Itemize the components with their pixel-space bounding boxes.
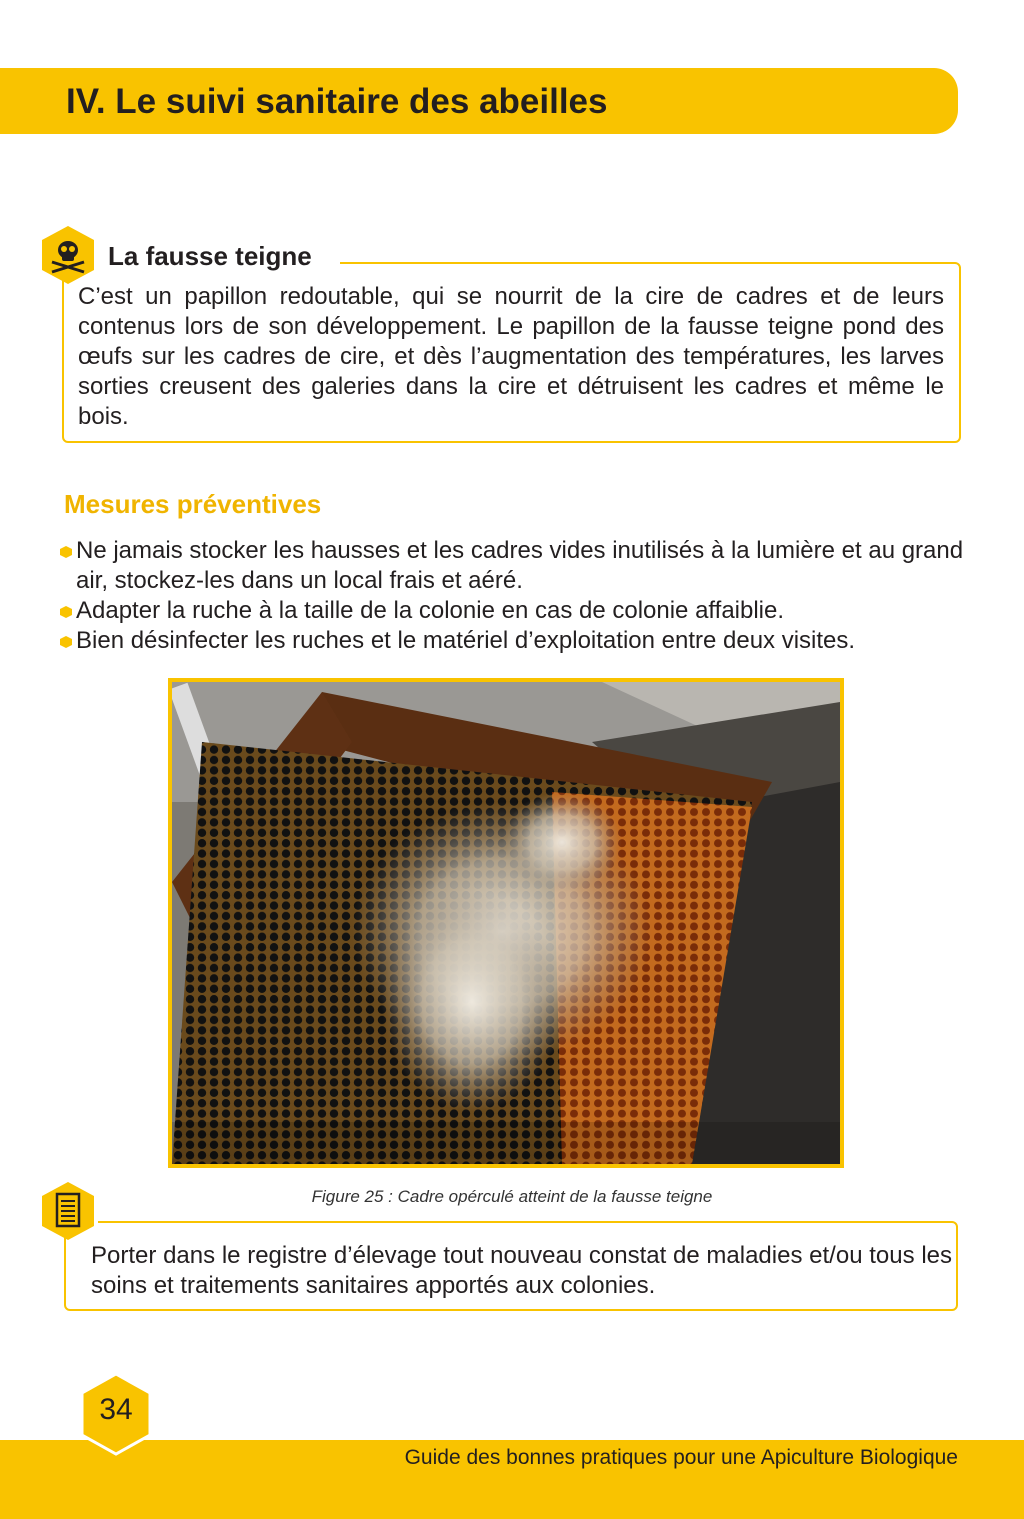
chapter-title: IV. Le suivi sanitaire des abeilles xyxy=(66,82,608,121)
preventive-measures-title: Mesures préventives xyxy=(64,489,322,519)
registry-note-text: Porter dans le registre d’élevage tout nouveau constat de maladies et/ou tous les soins et traitements sanitaires apportés aux colonies. xyxy=(91,1242,952,1299)
fausse-teigne-title: La fausse teigne xyxy=(108,241,312,271)
register-document-icon xyxy=(40,1180,96,1242)
figure-photo xyxy=(168,678,844,1168)
guide-title: Guide des bonnes pratiques pour une Apiculture Biologique xyxy=(404,1446,958,1469)
honeycomb-frame-photo xyxy=(172,682,840,1164)
figure-caption: Figure 25 : Cadre opérculé atteint de la fausse teigne xyxy=(311,1187,713,1206)
fausse-teigne-description: C’est un papillon redoutable, qui se nourrit de la cire de cadres et de leurs contenus lors de son développement. Le papillon de la fausse teigne pond des œufs sur les cadres de cire, et dès l’augmentation des températures, les larves sorties creusent des galeries dans la cire et détruisent les cadres et même le bois. xyxy=(78,283,944,430)
page-number: 34 xyxy=(99,1393,133,1426)
hexagon-bullet-icon xyxy=(60,636,72,648)
hexagon-bullet-icon xyxy=(60,606,72,618)
list-item: Ne jamais stocker les hausses et les cadres vides inutilisés à la lumière et au grand air, stockez-les dans un local frais et aéré. xyxy=(58,536,978,596)
chapter-title-bar xyxy=(0,68,958,134)
list-item: Adapter la ruche à la taille de la colonie en cas de colonie affaiblie. xyxy=(58,596,978,626)
preventive-measures-list xyxy=(58,536,978,656)
skull-crossbones-icon xyxy=(40,224,96,286)
hexagon-bullet-icon xyxy=(60,546,72,558)
list-item: Bien désinfecter les ruches et le matériel d’exploitation entre deux visites. xyxy=(58,626,978,656)
